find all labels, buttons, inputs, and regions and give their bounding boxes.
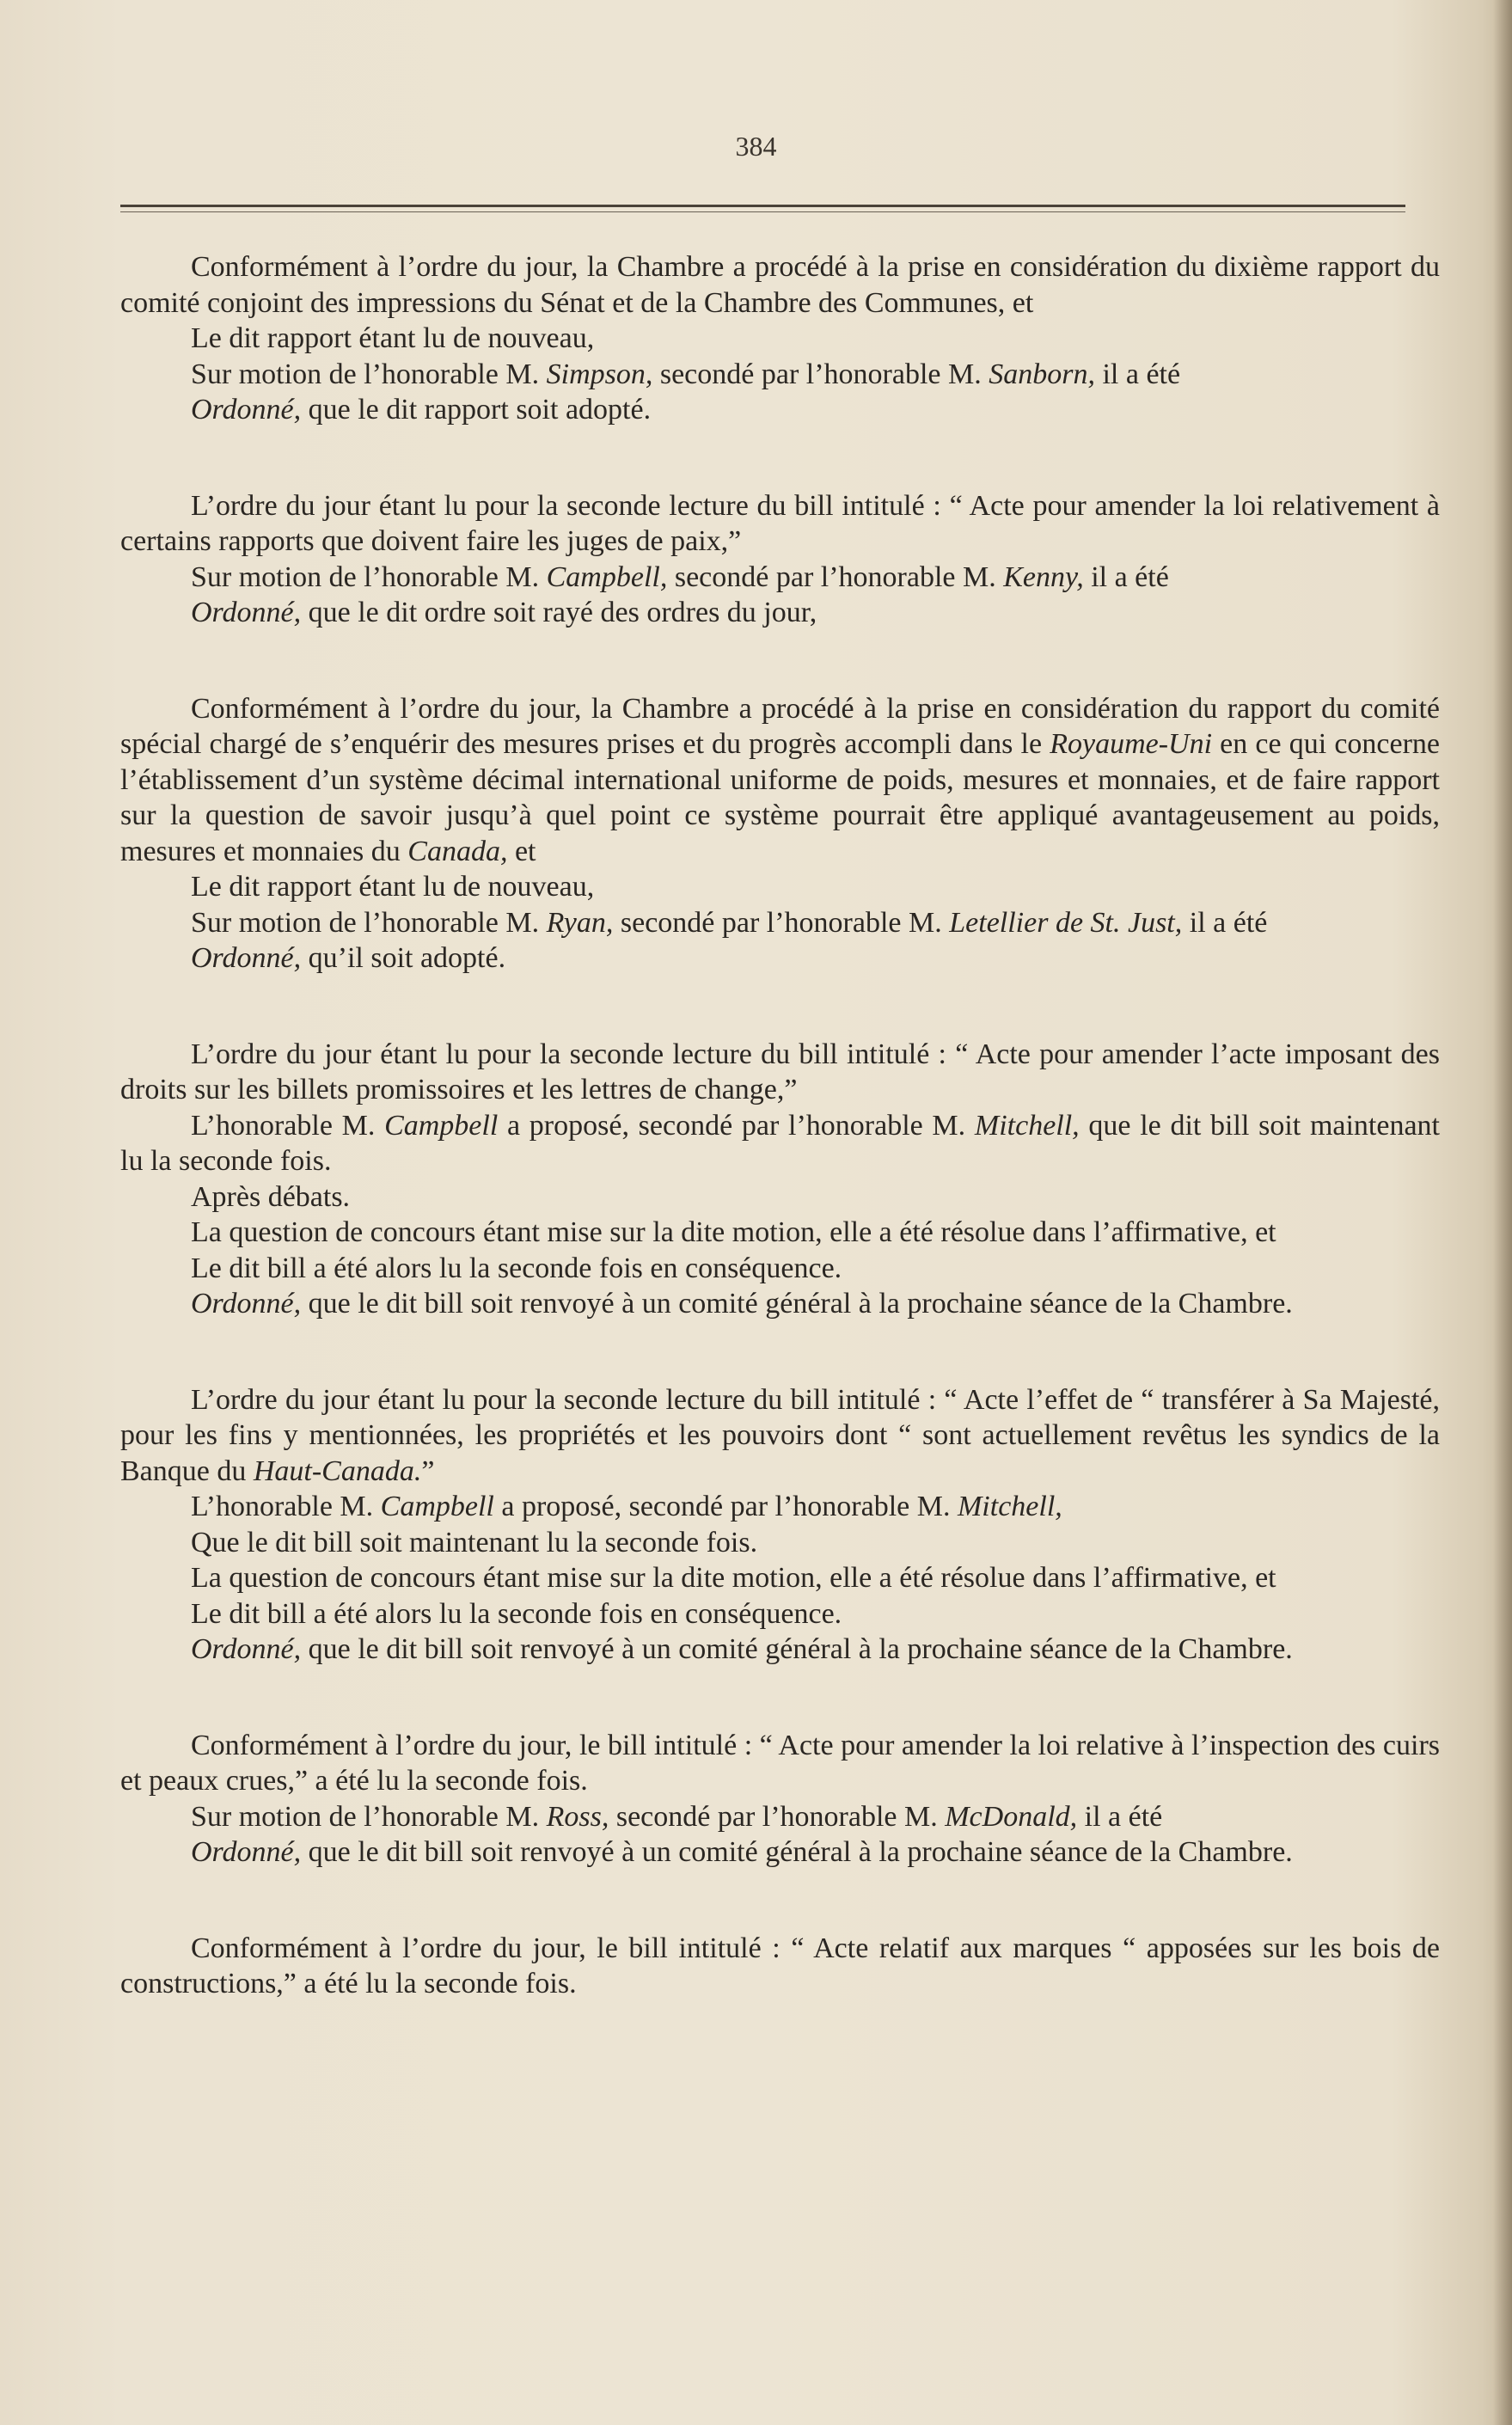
paragraph	[120, 357, 1440, 393]
italic-text: Ordonné,	[191, 394, 302, 426]
text-run: Le dit bill a été alors lu la seconde fois en conséquence.	[191, 1252, 842, 1284]
paragraph	[120, 940, 1440, 977]
text-run: Sur motion de l’honorable M.	[191, 1800, 547, 1833]
text-run: que le dit rapport soit adopté.	[301, 394, 652, 426]
text-run: que le dit ordre soit rayé des ordres du jour,	[301, 597, 817, 628]
text-run: L’honorable M.	[191, 1491, 381, 1522]
text-run: secondé par l’honorable M.	[652, 358, 989, 390]
italic-text: McDonald,	[945, 1800, 1078, 1833]
minute-entry	[120, 249, 1440, 428]
text-run: Sur motion de l’honorable M.	[191, 358, 547, 390]
text-run: a proposé, secondé par l’honorable M.	[498, 1109, 975, 1142]
block-gap	[120, 428, 1440, 488]
italic-text: Sanborn,	[989, 358, 1095, 390]
italic-text: Canada,	[407, 835, 508, 867]
header-rule	[120, 205, 1405, 207]
paragraph	[120, 1728, 1440, 1799]
italic-text: Simpson,	[546, 358, 653, 390]
text-run: que le dit bill soit renvoyé à un comité général à la prochaine séance de la Chambre.	[301, 1288, 1293, 1320]
text-run: Sur motion de l’honorable M.	[191, 560, 547, 593]
paragraph	[120, 905, 1440, 941]
italic-text: Campbell	[384, 1109, 499, 1142]
paragraph	[120, 321, 1440, 357]
text-run: a proposé, secondé par l’honorable M.	[493, 1491, 958, 1522]
minute-entry	[120, 1037, 1440, 1322]
text-run: que le dit bill soit maintenant lu la seconde fois.	[120, 1109, 1440, 1177]
block-gap	[120, 631, 1440, 691]
text-run: Que le dit bill soit maintenant lu la seconde fois.	[191, 1526, 758, 1558]
text-run: ”	[421, 1454, 435, 1487]
italic-text: Kenny,	[1003, 560, 1084, 593]
paragraph	[120, 1834, 1440, 1871]
italic-text: Haut-Canada.	[253, 1454, 422, 1487]
text-run: secondé par l’honorable M.	[667, 560, 1004, 593]
text-run: Conformément à l’ordre du jour, la Chambre a procédé à la prise en considération du dixième rapport du comité conjoint des impressions du Sénat et de la Chambre des Communes, et	[120, 251, 1440, 319]
paragraph	[120, 488, 1440, 560]
paragraph	[120, 249, 1440, 321]
minute-entry	[120, 691, 1440, 977]
text-run: Conformément à l’ordre du jour, le bill intitulé : “ Acte pour amender la loi relative à l’inspection des cuirs et peaux crues,” a été lu la seconde fois.	[120, 1729, 1440, 1797]
paragraph	[120, 392, 1440, 428]
paragraph	[120, 1596, 1440, 1632]
italic-text: Ordonné,	[191, 942, 302, 974]
paragraph	[120, 1382, 1440, 1490]
italic-text: Ordonné,	[191, 597, 302, 628]
text-run: que le dit bill soit renvoyé à un comité général à la prochaine séance de la Chambre.	[301, 1633, 1293, 1665]
text-run: La question de concours étant mise sur la dite motion, elle a été résolue dans l’affirmative, et	[191, 1562, 1276, 1594]
text-run: L’ordre du jour étant lu pour la seconde lecture du bill intitulé : “ Acte pour amender la loi relativement à certains rapports que doivent faire les juges de paix,”	[120, 489, 1440, 557]
page-edge-shadow	[1493, 0, 1512, 2425]
text-run: Le dit rapport étant lu de nouveau,	[191, 322, 595, 354]
header-rule-thin	[120, 211, 1405, 212]
text-run: secondé par l’honorable M.	[613, 906, 950, 939]
italic-text: Ordonné,	[191, 1633, 302, 1665]
text-run: Sur motion de l’honorable M.	[191, 906, 547, 939]
italic-text: Campbell,	[546, 560, 668, 593]
block-gap	[120, 1322, 1440, 1382]
paragraph	[120, 1560, 1440, 1596]
italic-text: Ross,	[546, 1800, 609, 1833]
paragraph	[120, 691, 1440, 870]
italic-text: Mitchell,	[974, 1109, 1080, 1142]
text-run: que le dit bill soit renvoyé à un comité général à la prochaine séance de la Chambre.	[301, 1836, 1293, 1868]
italic-text: Campbell	[380, 1491, 494, 1522]
text-run: L’ordre du jour étant lu pour la seconde lecture du bill intitulé : “ Acte pour amender l’acte imposant des droits sur les billets promissoires et les lettres de change,”	[120, 1038, 1440, 1105]
italic-text: Letellier de St. Just,	[949, 906, 1183, 939]
paragraph	[120, 1489, 1440, 1525]
paragraph	[120, 595, 1440, 631]
paragraph	[120, 869, 1440, 905]
text-run: L’honorable M.	[191, 1109, 385, 1142]
paragraph	[120, 1799, 1440, 1835]
italic-text: Royaume-Uni	[1050, 728, 1213, 760]
text-run: il a été	[1182, 906, 1268, 939]
text-run: Le dit bill a été alors lu la seconde fois en conséquence.	[191, 1597, 842, 1630]
text-run: en ce qui concerne l’établissement d’un système décimal international uniforme de poids, mesures et monnaies, et de faire rapport sur la question de savoir jusqu’à quel point ce système pourrait être appliqué avantageusement au poids, mesures et monnaies du	[120, 728, 1441, 867]
block-gap	[120, 1668, 1440, 1728]
italic-text: Mitchell,	[957, 1491, 1062, 1522]
paragraph	[120, 1286, 1440, 1322]
minute-entry	[120, 1728, 1440, 1871]
text-run: Après débats.	[191, 1180, 351, 1213]
paragraph	[120, 1525, 1440, 1561]
text-run: qu’il soit adopté.	[301, 942, 506, 974]
text-run: Conformément à l’ordre du jour, la Chambre a procédé à la prise en considération du rapport du comité spécial chargé de s’enquérir des mesures prises et du progrès accompli dans le	[120, 692, 1440, 760]
paragraph	[120, 1632, 1440, 1668]
text-run: et	[507, 835, 536, 867]
text-run: Conformément à l’ordre du jour, le bill intitulé : “ Acte relatif aux marques “ apposées sur les bois de constructions,” a été lu la seconde fois.	[120, 1932, 1440, 1999]
text-run: Le dit rapport étant lu de nouveau,	[191, 871, 595, 903]
text-run: il a été	[1077, 1800, 1163, 1833]
paragraph	[120, 560, 1440, 596]
paragraph	[120, 1215, 1440, 1251]
paragraph	[120, 1251, 1440, 1287]
paragraph	[120, 1108, 1440, 1179]
minute-entry	[120, 488, 1440, 631]
block-gap	[120, 1871, 1440, 1931]
paragraph	[120, 1931, 1440, 2002]
italic-text: Ryan,	[546, 906, 614, 939]
text-run: secondé par l’honorable M.	[609, 1800, 946, 1833]
document-body	[120, 249, 1440, 2002]
paragraph	[120, 1179, 1440, 1216]
block-gap	[120, 977, 1440, 1037]
page-number: 384	[735, 131, 777, 162]
text-run: il a été	[1083, 560, 1169, 593]
text-run: il a été	[1094, 358, 1181, 390]
minute-entry	[120, 1382, 1440, 1668]
text-run: La question de concours étant mise sur la dite motion, elle a été résolue dans l’affirmative, et	[191, 1216, 1276, 1248]
italic-text: Ordonné,	[191, 1836, 302, 1868]
italic-text: Ordonné,	[191, 1288, 302, 1320]
paragraph	[120, 1037, 1440, 1108]
text-run: L’ordre du jour étant lu pour la seconde lecture du bill intitulé : “ Acte l’effet de “ transférer à Sa Majesté, pour les fins y mentionnées, les propriétés et les pouvoirs dont “ sont actuellement revêtus les syndics de la Banque du	[120, 1383, 1440, 1487]
minute-entry	[120, 1931, 1440, 2002]
